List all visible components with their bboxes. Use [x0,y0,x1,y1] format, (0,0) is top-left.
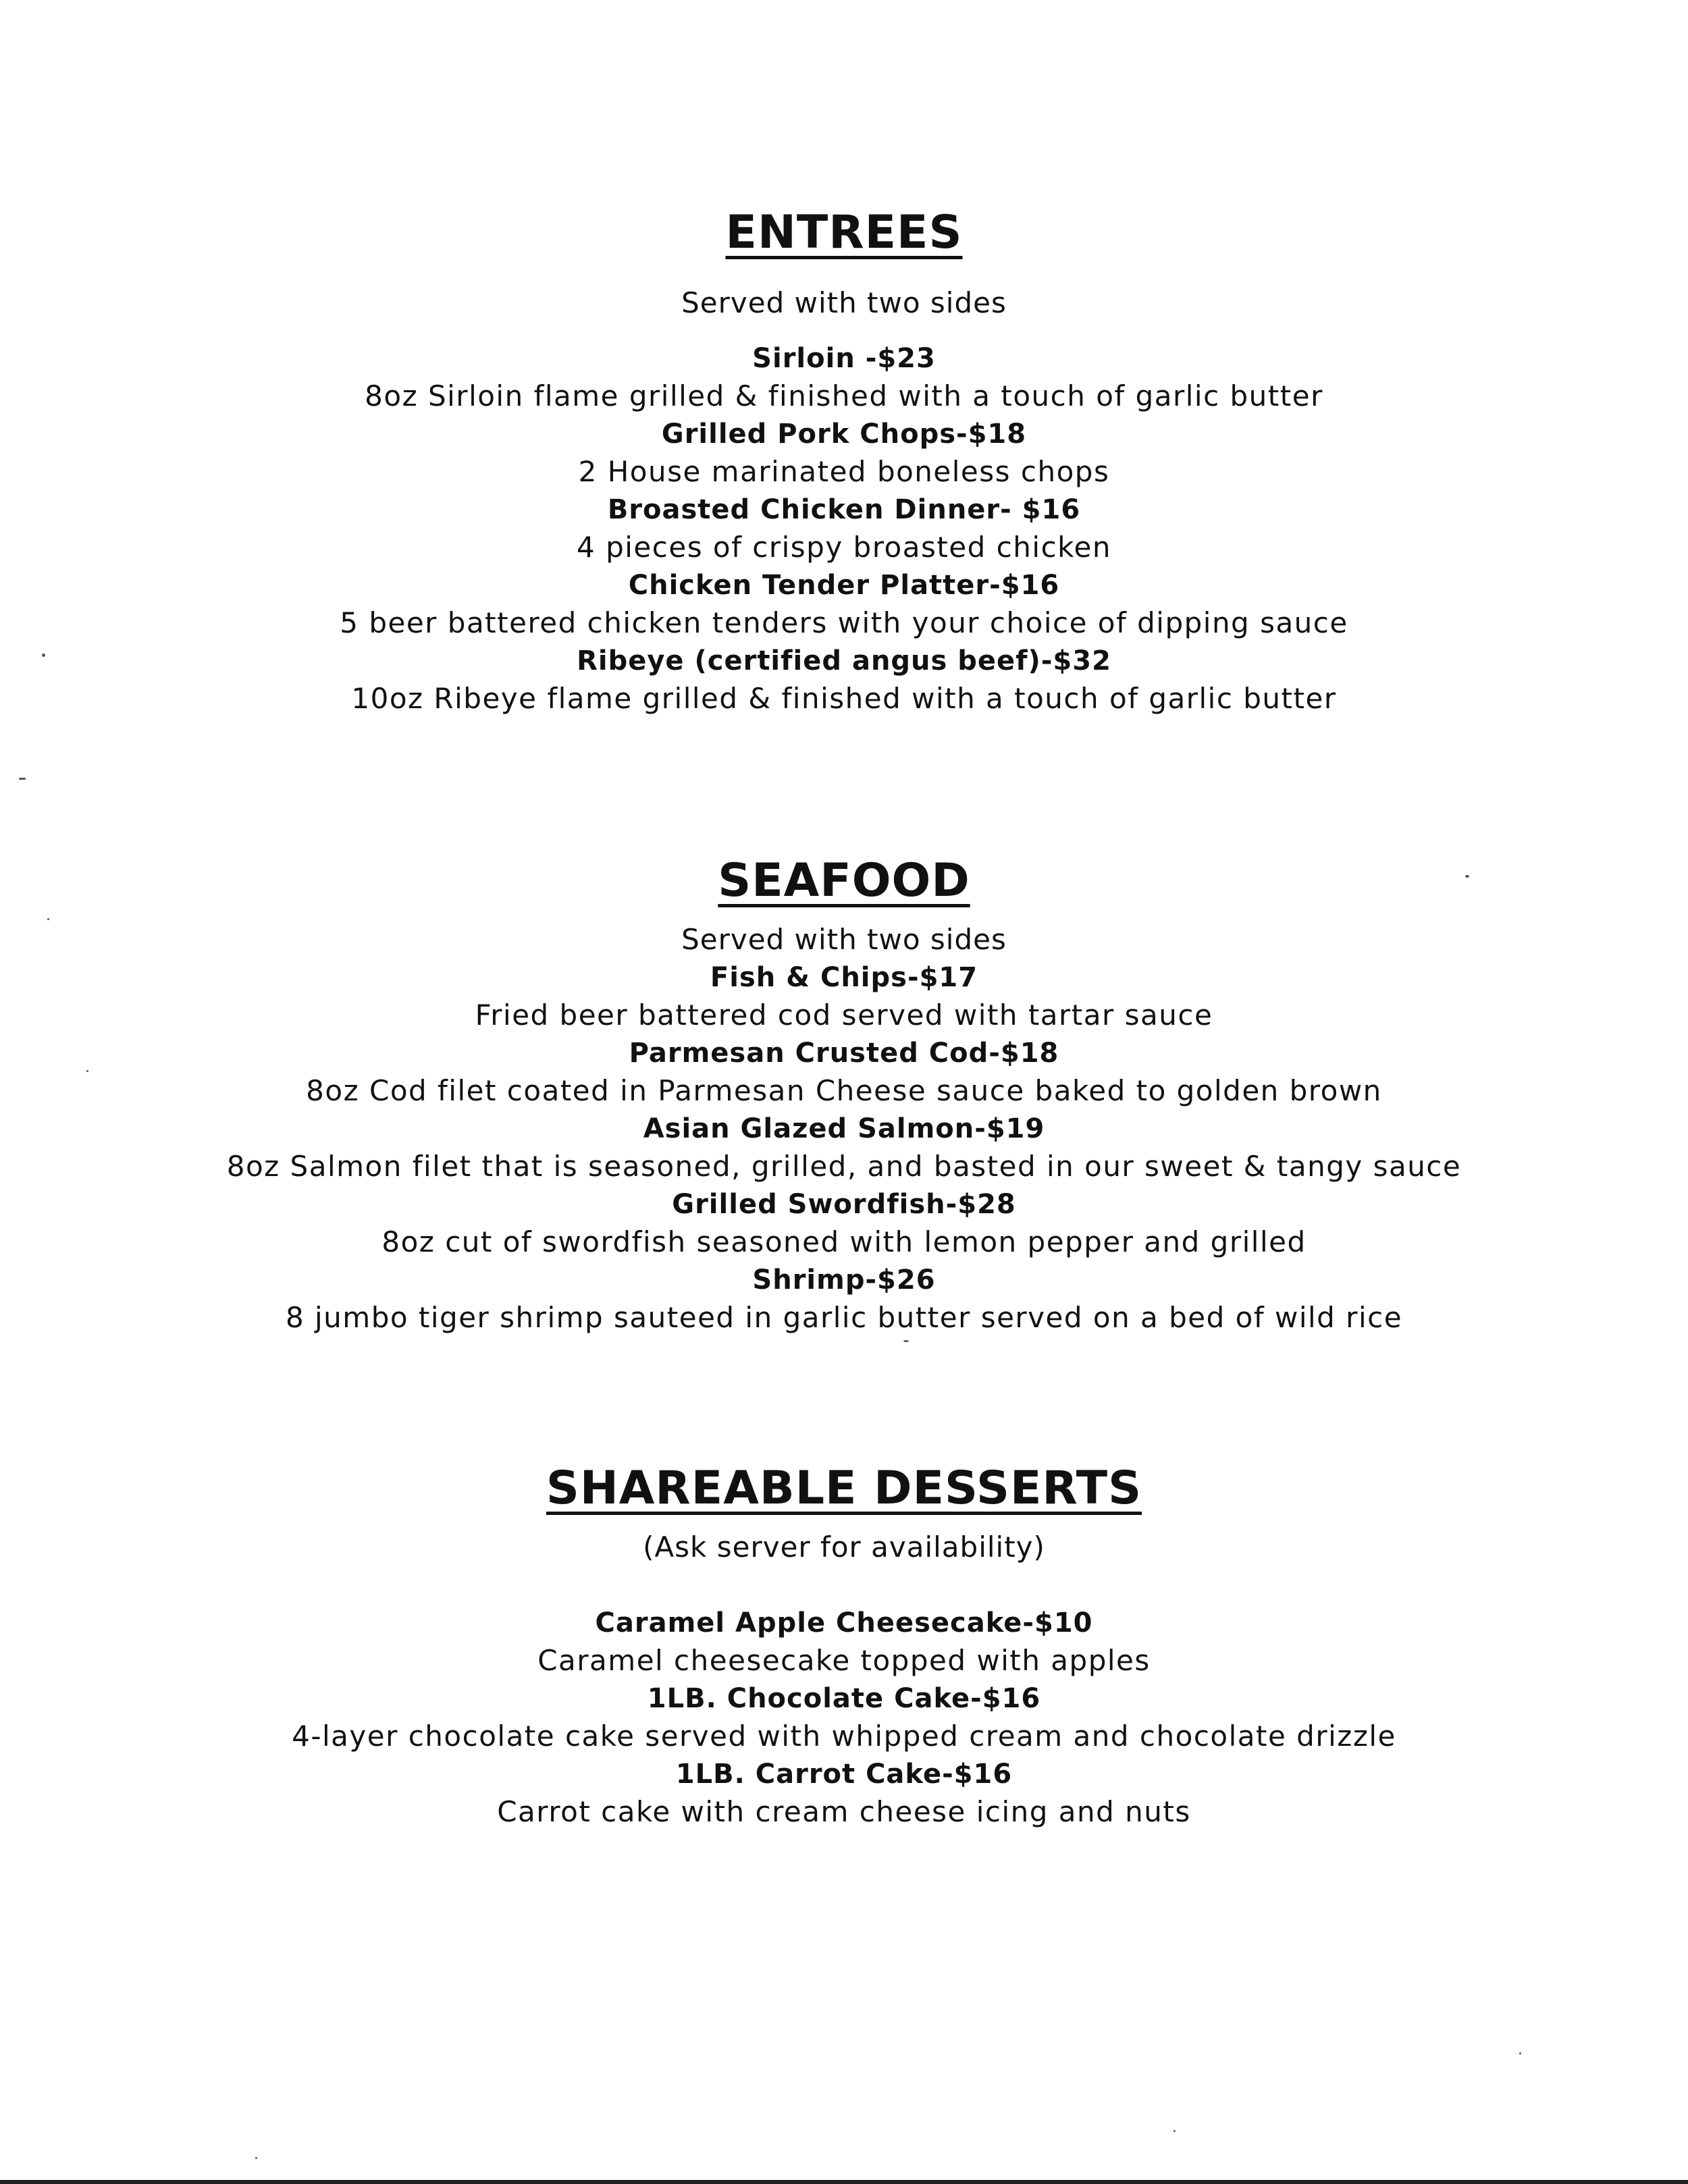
item-name: Chicken Tender Platter-$16 [628,570,1060,601]
item-name: Ribeye (certified angus beef)-$32 [577,645,1111,676]
scan-speck [47,918,49,920]
menu-item [0,1604,1688,1680]
item-name: Broasted Chicken Dinner- $16 [607,494,1081,525]
item-name: Asian Glazed Salmon-$19 [643,1113,1045,1144]
scan-speck [1519,2052,1521,2054]
menu-item [0,1110,1688,1186]
menu-item [0,1186,1688,1261]
item-description: 2 House marinated boneless chops [578,455,1110,488]
menu-item [0,415,1688,491]
item-name: Fish & Chips-$17 [710,962,978,993]
item-name: Shrimp-$26 [752,1264,936,1296]
entrees-section [0,206,1688,718]
scan-speck [86,1070,88,1072]
section-title: SEAFOOD [718,854,970,907]
item-description: 8 jumbo tiger shrimp sauteed in garlic butter served on a bed of wild rice [285,1301,1403,1334]
menu-item [0,1261,1688,1337]
menu-item [0,1680,1688,1755]
menu-item [0,1755,1688,1831]
menu-item [0,340,1688,415]
item-description: 8oz cut of swordfish seasoned with lemon pepper and grilled [381,1225,1307,1258]
item-name: 1LB. Carrot Cake-$16 [675,1759,1013,1790]
menu-item-list [0,959,1688,1337]
scan-speck [42,654,45,657]
seafood-section [0,854,1688,1337]
section-subtitle: Served with two sides [681,923,1007,956]
item-description: 8oz Cod filet coated in Parmesan Cheese sauce baked to golden brown [306,1074,1382,1107]
item-description: 8oz Salmon filet that is seasoned, grilled, and basted in our sweet & tangy sauce [226,1150,1462,1183]
section-title: ENTREES [725,206,963,259]
section-subtitle: (Ask server for availability) [643,1530,1045,1564]
item-description: Fried beer battered cod served with tartar sauce [475,998,1213,1032]
scan-speck [903,1340,909,1342]
item-name: Grilled Swordfish-$28 [672,1189,1016,1220]
bottom-edge-rule [0,2180,1688,2184]
scan-speck [255,2157,257,2159]
menu-item [0,491,1688,566]
menu-item [0,566,1688,642]
scan-speck [1465,875,1469,878]
menu-item [0,1034,1688,1110]
menu-item [0,959,1688,1034]
menu-item-list [0,1604,1688,1831]
menu-item [0,642,1688,718]
item-name: Sirloin -$23 [752,343,936,374]
menu-item-list [0,340,1688,718]
item-description: Carrot cake with cream cheese icing and nuts [497,1795,1191,1828]
section-subtitle: Served with two sides [681,286,1007,319]
section-title: SHAREABLE DESSERTS [546,1462,1142,1515]
item-name: Caramel Apple Cheesecake-$10 [595,1607,1093,1639]
item-description: 4 pieces of crispy broasted chicken [577,531,1111,564]
desserts-section [0,1462,1688,1831]
scan-speck [19,778,26,780]
item-name: Grilled Pork Chops-$18 [661,419,1027,450]
item-description: 10oz Ribeye flame grilled & finished with a touch of garlic butter [351,682,1337,715]
scan-speck [1173,2130,1176,2132]
item-description: Caramel cheesecake topped with apples [537,1644,1151,1677]
item-description: 8oz Sirloin flame grilled & finished with a touch of garlic butter [365,379,1323,412]
item-name: Parmesan Crusted Cod-$18 [629,1038,1059,1069]
item-name: 1LB. Chocolate Cake-$16 [647,1683,1041,1714]
item-description: 4-layer chocolate cake served with whipped cream and chocolate drizzle [292,1720,1396,1753]
item-description: 5 beer battered chicken tenders with your choice of dipping sauce [340,606,1348,639]
